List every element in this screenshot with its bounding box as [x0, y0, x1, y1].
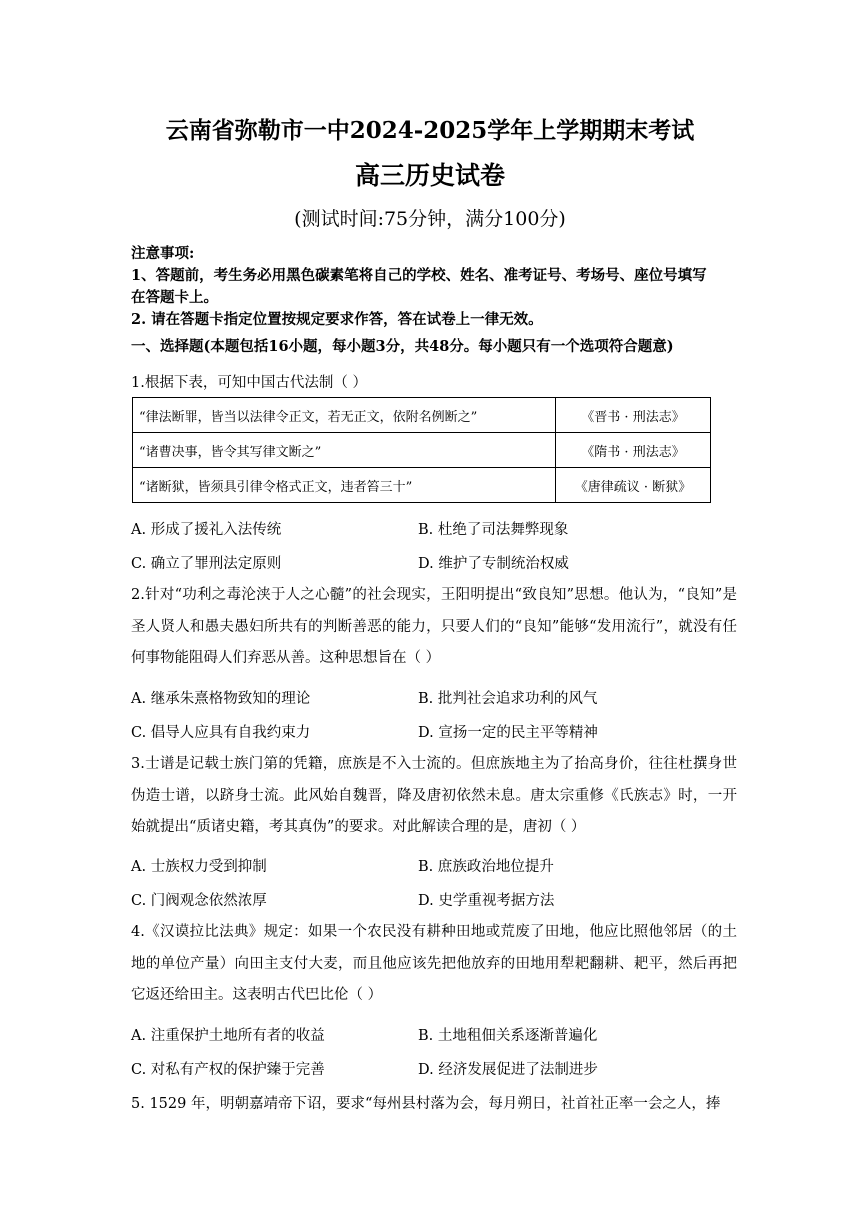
question-1-option-b[interactable]: B. 杜绝了司法舞弊现象 [418, 522, 569, 538]
question-4-option-d[interactable]: D. 经济发展促进了法制进步 [418, 1062, 598, 1078]
question-3-option-a[interactable]: A. 士族权力受到抑制 [131, 859, 267, 875]
table-source: 《唐律疏议 · 断狱》 [556, 468, 711, 503]
exam-subtitle: 高三历史试卷 [354, 161, 505, 190]
table-quote: “诸断狱，皆须具引律令格式正文，违者笞三十” [133, 468, 556, 503]
table-quote: “律法断罪，皆当以法律令正文，若无正文，依附名例断之” [133, 398, 556, 433]
question-1-option-a[interactable]: A. 形成了援礼入法传统 [131, 522, 282, 538]
question-2-option-d[interactable]: D. 宣扬一定的民主平等精神 [418, 725, 598, 741]
question-2-option-a[interactable]: A. 继承朱熹格物致知的理论 [131, 691, 311, 707]
table-row [133, 433, 711, 468]
table-source: 《晋书 · 刑法志》 [556, 398, 711, 433]
question-3-stem: 3.士谱是记载士族门第的凭籍，庶族是不入士流的。但庶族地主为了抬高身价，往往杜撰身世伪造士谱，以跻身士流。此风始自魏晋，降及唐初依然未息。唐太宗重修《氏族志》时，一开始就提出“质诸史籍，考其真伪”的要求。对此解读合理的是，唐初（ ） [131, 756, 737, 835]
notice-item-1-line-2: 在答题卡上。 [131, 289, 218, 306]
question-1-option-c[interactable]: C. 确立了罪刑法定原则 [131, 556, 282, 572]
question-1-option-d[interactable]: D. 维护了专制统治权威 [418, 556, 569, 572]
question-5-stem: 5. 1529 年，明朝嘉靖帝下诏，要求“每州县村落为会，每月朔日，社首社正率一会之人，捧 [131, 1096, 721, 1112]
question-2-option-b[interactable]: B. 批判社会追求功利的风气 [418, 691, 598, 707]
table-source: 《隋书 · 刑法志》 [556, 433, 711, 468]
table-row [133, 398, 711, 433]
question-4-stem: 4.《汉谟拉比法典》规定：如果一个农民没有耕种田地或荒废了田地，他应比照他邻居（的土地的单位产量）向田主支付大麦，而且他应该先把他放弃的田地用犁耙翻耕、耙平，然后再把它返还给田主。这表明古代巴比伦（ ） [131, 924, 737, 1003]
notice-item-1-line-1: 1、答题前，考生务必用黑色碳素笔将自己的学校、姓名、准考证号、考场号、座位号填写 [131, 267, 707, 284]
question-4-option-b[interactable]: B. 土地租佃关系逐渐普遍化 [418, 1028, 598, 1044]
question-1-stem: 1.根据下表，可知中国古代法制（ ） [131, 375, 367, 391]
notice-heading: 注意事项: [131, 245, 195, 262]
question-4-option-c[interactable]: C. 对私有产权的保护臻于完善 [131, 1062, 325, 1078]
table-quote: “诸曹决事，皆令其写律文断之” [133, 433, 556, 468]
question-3-option-d[interactable]: D. 史学重视考据方法 [418, 893, 555, 909]
question-1-table [132, 397, 711, 503]
question-2-option-c[interactable]: C. 倡导人应具有自我约束力 [131, 725, 311, 741]
question-3-option-c[interactable]: C. 门阀观念依然浓厚 [131, 893, 267, 909]
exam-time-note: (测试时间:75分钟，满分100分) [294, 208, 566, 230]
notice-item-2: 2. 请在答题卡指定位置按规定要求作答，答在试卷上一律无效。 [131, 311, 543, 328]
table-row [133, 468, 711, 503]
section-1-heading: 一、选择题(本题包括16小题，每小题3分，共48分。每小题只有一个选项符合题意) [131, 338, 674, 355]
question-2-stem: 2.针对“功利之毒沦浃于人之心髓”的社会现实，王阳明提出“致良知”思想。他认为，“良知”是圣人贤人和愚夫愚妇所共有的判断善恶的能力，只要人们的“良知”能够“发用流行”，就没有任何事物能阻碍人们弃恶从善。这种思想旨在（ ） [131, 587, 737, 666]
exam-title: 云南省弥勒市一中2024-2025学年上学期期末考试 [165, 117, 695, 144]
question-4-option-a[interactable]: A. 注重保护土地所有者的收益 [131, 1028, 325, 1044]
question-3-option-b[interactable]: B. 庶族政治地位提升 [418, 859, 554, 875]
